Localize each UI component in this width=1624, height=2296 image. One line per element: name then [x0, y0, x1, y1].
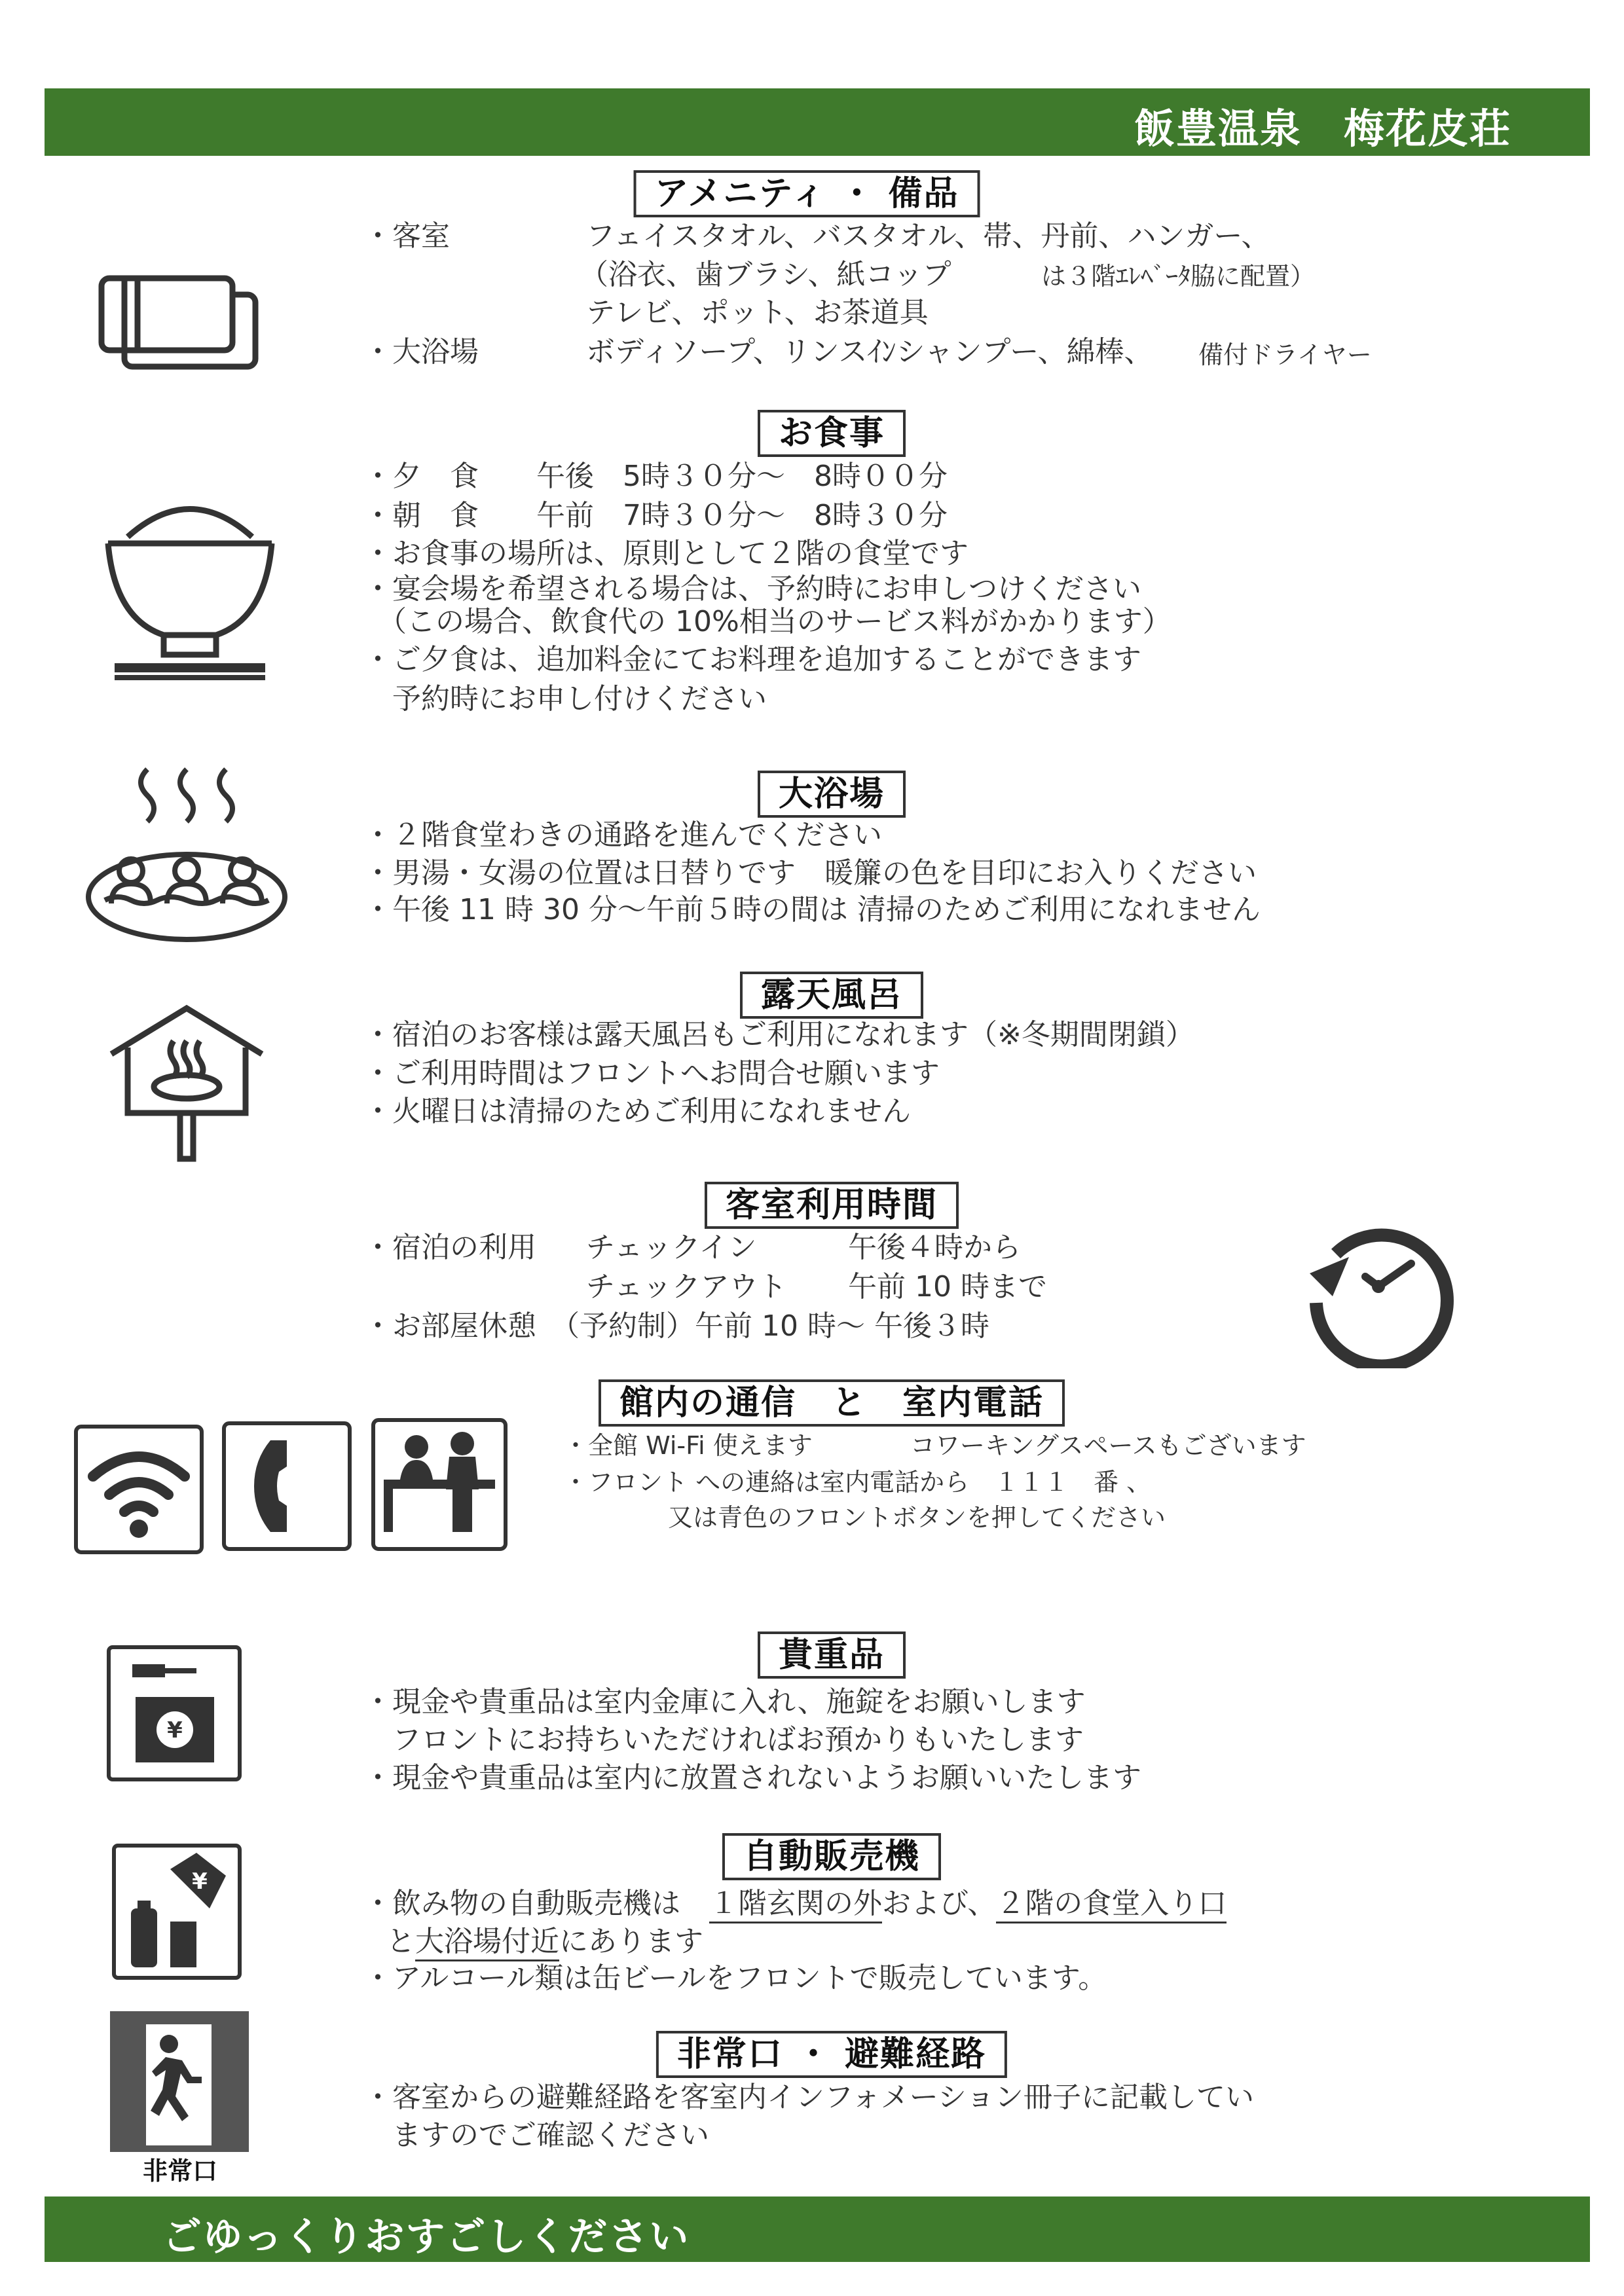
safe-icon — [106, 1645, 242, 1782]
valuables-line: フロントにお持ちいただければお預かりもいたします — [363, 1723, 1084, 1757]
page-title: 飯豊温泉 梅花皮荘 — [1134, 105, 1511, 153]
rice-bowl-icon — [101, 481, 278, 684]
vending-location-2: ２階の食堂入り口 — [996, 1887, 1227, 1923]
comm-coworking-line: コワーキングスペースもございます — [910, 1431, 1306, 1460]
amenity-bath-items: ボディソープ、リンスｲﾝシャンプー、綿棒、 — [586, 335, 1153, 369]
svg-text:¥: ¥ — [192, 1868, 208, 1895]
vending-line: ・アルコール類は缶ビールをフロントで販売しています。 — [363, 1961, 1107, 1995]
amenity-room-label: ・客室 — [363, 219, 450, 253]
open-air-line: ・宿泊のお客様は露天風呂もご利用になれます（※冬期間閉鎖） — [363, 1018, 1194, 1051]
emergency-title: 非常口 ・ 避難経路 — [656, 2031, 1007, 2078]
valuables-line: ・現金や貴重品は室内に放置されないようお願いいたします — [363, 1761, 1141, 1795]
vending-text: ・飲み物の自動販売機は — [363, 1887, 709, 1920]
emergency-exit-icon — [110, 2011, 249, 2152]
bath-line: ・男湯・女湯の位置は日替りです 暖簾の色を目印にお入りください — [363, 856, 1257, 890]
meals-line: ・朝 食 午前 7時３０分～ 8時３０分 — [363, 499, 948, 532]
checkout-label: チェックアウト — [586, 1270, 787, 1303]
meals-line: ・宴会場を希望される場合は、予約時にお申しつけください — [363, 572, 1141, 606]
open-air-line: ・ご利用時間はフロントへお問合せ願います — [363, 1057, 940, 1090]
open-air-bath-sign-icon — [105, 1002, 268, 1165]
clock-icon — [1297, 1205, 1460, 1368]
towel-icon — [98, 275, 268, 373]
bath-line: ・２階食堂わきの通路を進んでください — [363, 818, 882, 852]
comm-button-line: 又は青色のフロントボタンを押してください — [668, 1503, 1166, 1532]
footer-message: ごゆっくりおすごしください — [162, 2214, 690, 2260]
vending-line — [386, 1923, 703, 1960]
meals-line: ・夕 食 午後 5時３０分～ 8時００分 — [363, 460, 948, 493]
room-rest-line: ・お部屋休憩 （予約制）午前 10 時～ 午後３時 — [363, 1309, 989, 1343]
amenity-room-items-note: は３階ｴﾚﾍﾞｰﾀ脇に配置） — [1041, 262, 1316, 291]
comm-wifi-line: ・全館 Wi-Fi 使えます — [563, 1431, 813, 1460]
comm-phone-line: ・フロント への連絡は室内電話から １１１ 番 、 — [563, 1468, 1152, 1497]
vending-text: および、 — [882, 1887, 997, 1920]
vending-title: 自動販売機 — [722, 1833, 941, 1880]
amenity-room-items: （浴衣、歯ブラシ、紙コップ — [580, 258, 951, 291]
amenity-room-items: フェイスタオル、バスタオル、帯、丹前、ハンガー、 — [586, 219, 1270, 253]
meals-title: お食事 — [758, 410, 906, 457]
vending-location-3: 大浴場付近 — [415, 1925, 559, 1961]
valuables-line: ・現金や貴重品は室内金庫に入れ、施錠をお願いします — [363, 1685, 1086, 1719]
emergency-line: ・客室からの避難経路を客室内インフォメーション冊子に記載してい — [363, 2081, 1255, 2114]
emergency-line: ますのでご確認ください — [363, 2119, 709, 2152]
meals-line: （この場合、飲食代の 10%相当のサービス料がかかります） — [363, 605, 1172, 638]
vending-location-1: １階玄関の外 — [709, 1887, 882, 1923]
amenity-room-items: テレビ、ポット、お茶道具 — [586, 296, 929, 329]
svg-text:¥: ¥ — [167, 1717, 183, 1743]
phone-icon — [221, 1421, 352, 1552]
emergency-sign-label: 非常口 — [143, 2157, 218, 2185]
vending-text: にあります — [559, 1925, 703, 1958]
meals-line: ・ご夕食は、追加料金にてお料理を追加することができます — [363, 643, 1141, 676]
valuables-title: 貴重品 — [758, 1631, 906, 1679]
header-bar — [45, 88, 1590, 156]
amenity-bath-items: 備付ドライヤー — [1198, 340, 1372, 369]
room-time-stay-label: ・宿泊の利用 — [363, 1231, 536, 1264]
vending-machine-icon — [111, 1843, 242, 1980]
meals-line: 予約時にお申し付けください — [363, 682, 767, 716]
open-air-title: 露天風呂 — [740, 972, 923, 1019]
room-time-title: 客室利用時間 — [705, 1182, 959, 1229]
amenity-bath-label: ・大浴場 — [363, 335, 479, 369]
checkout-time: 午前 10 時まで — [848, 1270, 1047, 1303]
footer-bar — [45, 2196, 1590, 2262]
comm-title: 館内の通信 と 室内電話 — [599, 1379, 1065, 1427]
wifi-icon — [73, 1424, 204, 1555]
bath-title: 大浴場 — [758, 771, 906, 818]
vending-line — [363, 1886, 1227, 1922]
hot-spring-bath-icon — [79, 763, 295, 946]
vending-text: と — [386, 1925, 415, 1958]
open-air-line: ・火曜日は清掃のためご利用になれません — [363, 1095, 911, 1128]
checkin-time: 午後４時から — [848, 1231, 1021, 1264]
front-desk-icon — [371, 1417, 508, 1552]
meals-line: ・お食事の場所は、原則として２階の食堂です — [363, 537, 969, 570]
bath-line: ・午後 11 時 30 分～午前５時の間は 清掃のためご利用になれません — [363, 893, 1261, 926]
checkin-label: チェックイン — [586, 1231, 757, 1264]
amenity-title: アメニティ ・ 備品 — [634, 170, 980, 217]
